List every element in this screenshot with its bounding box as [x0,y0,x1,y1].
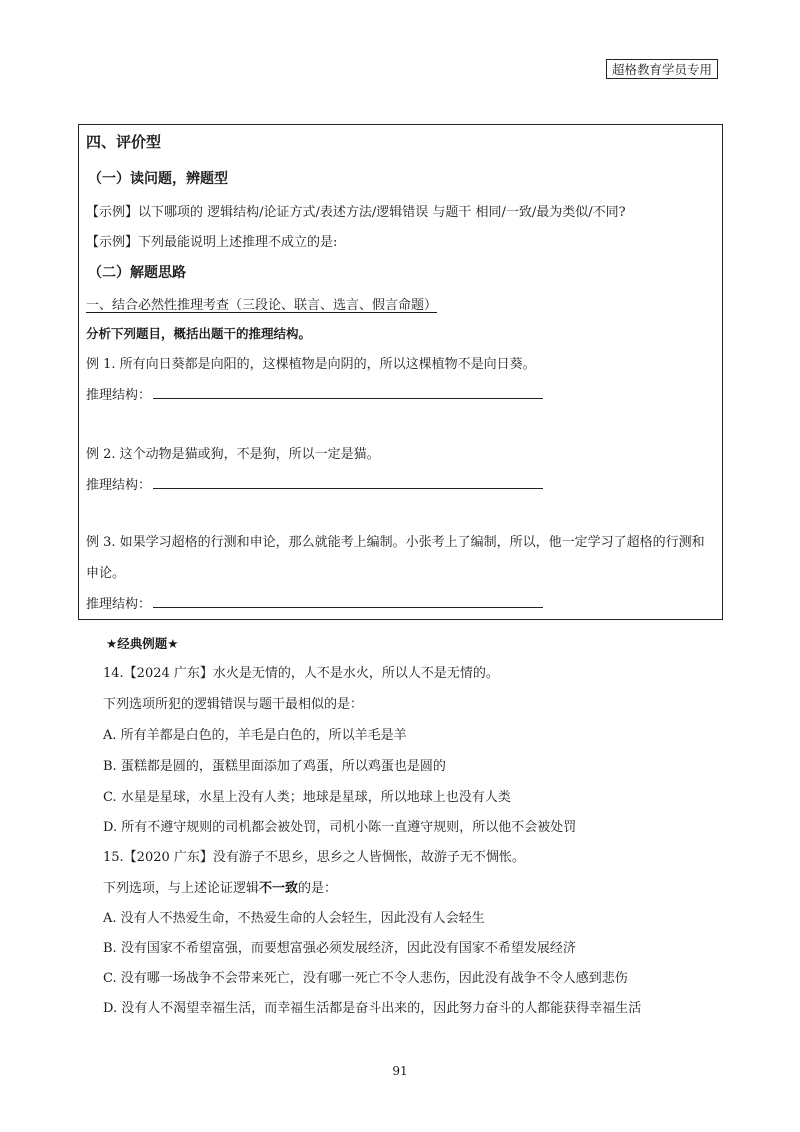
problem-15-option-d: D. 没有人不渴望幸福生活，而幸福生活都是奋斗出来的，因此努力奋斗的人都能获得幸福生活 [103,1001,642,1016]
evaluation-box [78,124,723,620]
answer-blank[interactable] [153,386,543,399]
answer-label: 推理结构： [86,478,152,493]
method-heading: 一、结合必然性推理考查（三段论、联言、选言、假言命题） [86,298,438,313]
problem-14-option-d: D. 所有不遵守规则的司机都会被处罚，司机小陈一直遵守规则，所以他不会被处罚 [103,820,577,835]
question-emphasis: 不一致 [259,881,299,896]
question-3-line-1: 例 3. 如果学习超格的行测和申论，那么就能考上编制。小张考上了编制，所以，他一定学习了超格的行测和 [86,535,705,550]
question-3-line-2: 申论。 [86,566,126,581]
page-number: 91 [392,1064,408,1078]
problem-15-option-c: C. 没有哪一场战争不会带来死亡，没有哪一死亡不令人悲伤，因此没有战争不令人感到悲伤 [103,971,628,986]
question-2: 例 2. 这个动物是猫或狗，不是狗，所以一定是猫。 [86,447,380,462]
answer-line-3 [86,593,543,612]
section-title: 四、评价型 [86,133,162,151]
problem-14-option-a: A. 所有羊都是白色的，羊毛是白色的，所以羊毛是羊 [103,728,407,743]
answer-blank[interactable] [153,476,543,489]
classic-examples-title: ★经典例题★ [106,636,179,651]
answer-label: 推理结构： [86,388,152,403]
example-2: 【示例】下列最能说明上述推理不成立的是: [86,235,338,250]
problem-15-option-a: A. 没有人不热爱生命，不热爱生命的人会轻生，因此没有人会轻生 [103,911,485,926]
question-text: 的是： [298,881,338,896]
answer-line-1 [86,384,543,403]
question-1: 例 1. 所有向日葵都是向阳的，这棵植物是向阴的，所以这棵植物不是向日葵。 [86,357,536,372]
problem-15-option-b: B. 没有国家不希望富强，而要想富强必须发展经济，因此没有国家不希望发展经济 [103,941,576,956]
problem-14-question: 下列选项所犯的逻辑错误与题干最相似的是： [103,697,364,712]
question-text: 下列选项，与上述论证逻辑 [103,881,260,896]
problem-14-option-c: C. 水星是星球，水星上没有人类；地球是星球，所以地球上也没有人类 [103,790,511,805]
example-1: 【示例】以下哪项的 逻辑结构/论证方式/表述方法/逻辑错误 与题干 相同/一致/最为类似/不同? [86,205,626,220]
subheading-approach: （二）解题思路 [88,265,186,281]
problem-15-stem: 15.【2020 广东】没有游子不思乡，思乡之人皆惆怅，故游子无不惆怅。 [103,850,525,865]
answer-blank[interactable] [153,595,543,608]
problem-14-stem: 14.【2024 广东】水火是无情的，人不是水火，所以人不是无情的。 [103,666,499,681]
problem-15-question [103,877,337,896]
subheading-read-question: （一）读问题，辨题型 [88,171,228,187]
header-tag: 超格教育学员专用 [606,59,718,79]
problem-14-option-b: B. 蛋糕都是圆的，蛋糕里面添加了鸡蛋，所以鸡蛋也是圆的 [103,759,446,774]
answer-line-2 [86,474,543,493]
instruction: 分析下列题目，概括出题干的推理结构。 [86,326,312,341]
answer-label: 推理结构： [86,597,152,612]
